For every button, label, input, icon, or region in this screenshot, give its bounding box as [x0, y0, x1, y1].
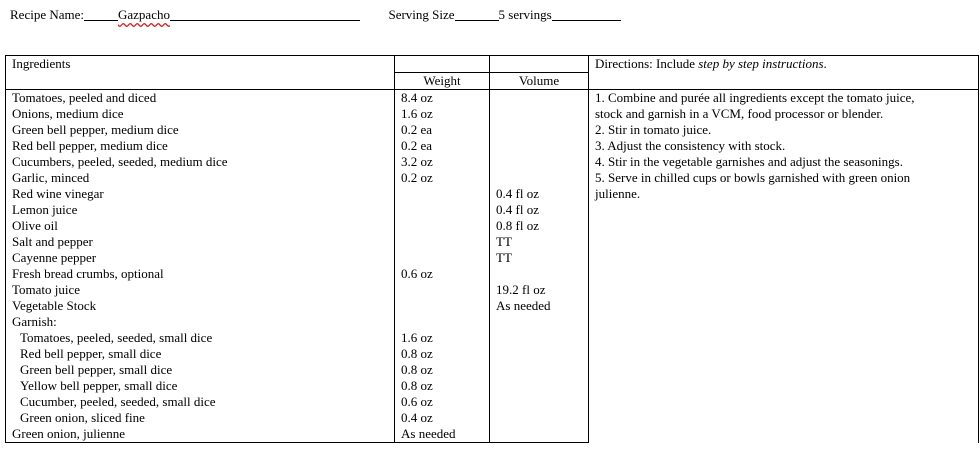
ingredient-volume — [490, 106, 589, 122]
directions-cell — [589, 90, 979, 443]
ingredient-volume — [490, 154, 589, 170]
ingredient-volume — [490, 426, 589, 443]
ingredient-weight — [395, 218, 490, 234]
blank-line — [552, 6, 621, 21]
ingredient-weight — [395, 282, 490, 298]
ingredient-volume: 0.4 fl oz — [490, 186, 589, 202]
ingredient-weight: 0.2 ea — [395, 138, 490, 154]
ingredient-name: Vegetable Stock — [6, 298, 395, 314]
direction-step: 3. Adjust the consistency with stock. — [595, 138, 786, 153]
ingredient-volume — [490, 410, 589, 426]
ingredient-name: Tomato juice — [6, 282, 395, 298]
ingredient-name: Green bell pepper, medium dice — [6, 122, 395, 138]
ingredient-weight: 0.4 oz — [395, 410, 490, 426]
direction-step: stock and garnish in a VCM, food processor or blender. — [595, 106, 884, 121]
ingredient-name: Green onion, sliced fine — [6, 410, 395, 426]
ingredient-name: Garlic, minced — [6, 170, 395, 186]
serving-size-label: Serving Size — [388, 7, 455, 22]
ingredient-name: Red bell pepper, small dice — [6, 346, 395, 362]
ingredient-weight: 0.8 oz — [395, 362, 490, 378]
ingredient-name: Lemon juice — [6, 202, 395, 218]
ingredient-name: Red bell pepper, medium dice — [6, 138, 395, 154]
blank-line — [84, 6, 118, 21]
ingredient-name: Green onion, julienne — [6, 426, 395, 443]
directions-header: Directions: Include step by step instructions. — [589, 56, 979, 73]
ingredient-name: Olive oil — [6, 218, 395, 234]
table-subheader-row — [6, 73, 979, 90]
blank-line — [455, 6, 499, 21]
ingredient-volume: 0.4 fl oz — [490, 202, 589, 218]
recipe-name-value: Gazpacho — [118, 7, 170, 22]
ingredient-name: Fresh bread crumbs, optional — [6, 266, 395, 282]
direction-step: julienne. — [595, 186, 641, 201]
ingredient-name: Cucumbers, peeled, seeded, medium dice — [6, 154, 395, 170]
recipe-header — [10, 4, 621, 24]
ingredient-volume — [490, 378, 589, 394]
weight-header-spacer — [395, 56, 490, 73]
directions-subheader — [589, 73, 979, 90]
ingredient-name: Salt and pepper — [6, 234, 395, 250]
ingredient-weight — [395, 202, 490, 218]
ingredient-weight: 0.2 oz — [395, 170, 490, 186]
recipe-name-label: Recipe Name: — [10, 7, 84, 22]
ingredient-name: Cayenne pepper — [6, 250, 395, 266]
ingredient-weight: 0.6 oz — [395, 266, 490, 282]
ingredient-weight: 0.2 ea — [395, 122, 490, 138]
ingredient-volume: TT — [490, 250, 589, 266]
recipe-table — [5, 55, 979, 443]
serving-size-value: 5 servings — [498, 7, 552, 22]
ingredient-volume — [490, 346, 589, 362]
table-header-row — [6, 56, 979, 73]
ingredients-subheader — [6, 73, 395, 90]
ingredient-weight: 3.2 oz — [395, 154, 490, 170]
direction-step: 5. Serve in chilled cups or bowls garnished with green onion — [595, 170, 911, 185]
ingredient-weight: 1.6 oz — [395, 106, 490, 122]
direction-step: 2. Stir in tomato juice. — [595, 122, 712, 137]
ingredient-volume — [490, 266, 589, 282]
ingredient-name: Tomatoes, peeled and diced — [6, 90, 395, 107]
ingredient-weight: As needed — [395, 426, 490, 443]
ingredient-volume — [490, 394, 589, 410]
ingredient-weight — [395, 186, 490, 202]
ingredient-weight: 8.4 oz — [395, 90, 490, 107]
ingredient-volume: 0.8 fl oz — [490, 218, 589, 234]
ingredient-weight — [395, 314, 490, 330]
weight-header: Weight — [395, 73, 490, 90]
table-row — [6, 90, 979, 107]
ingredient-weight — [395, 298, 490, 314]
ingredient-name: Garnish: — [6, 314, 395, 330]
ingredient-weight: 1.6 oz — [395, 330, 490, 346]
ingredient-name: Onions, medium dice — [6, 106, 395, 122]
ingredient-weight — [395, 234, 490, 250]
ingredient-name: Yellow bell pepper, small dice — [6, 378, 395, 394]
blank-line — [170, 6, 360, 21]
ingredient-name: Red wine vinegar — [6, 186, 395, 202]
ingredient-volume — [490, 90, 589, 107]
ingredient-name: Cucumber, peeled, seeded, small dice — [6, 394, 395, 410]
ingredient-volume — [490, 138, 589, 154]
ingredient-volume: TT — [490, 234, 589, 250]
ingredient-name: Tomatoes, peeled, seeded, small dice — [6, 330, 395, 346]
ingredient-weight: 0.8 oz — [395, 346, 490, 362]
ingredient-volume — [490, 330, 589, 346]
ingredient-volume — [490, 362, 589, 378]
direction-step: 4. Stir in the vegetable garnishes and adjust the seasonings. — [595, 154, 903, 169]
volume-header-spacer — [490, 56, 589, 73]
ingredient-weight: 0.8 oz — [395, 378, 490, 394]
ingredient-volume — [490, 314, 589, 330]
ingredient-volume: 19.2 fl oz — [490, 282, 589, 298]
ingredient-name: Green bell pepper, small dice — [6, 362, 395, 378]
ingredient-volume — [490, 122, 589, 138]
direction-step: 1. Combine and purée all ingredients except the tomato juice, — [595, 90, 915, 105]
ingredients-header: Ingredients — [6, 56, 395, 73]
ingredient-volume — [490, 170, 589, 186]
ingredient-weight: 0.6 oz — [395, 394, 490, 410]
volume-header: Volume — [490, 73, 589, 90]
ingredient-weight — [395, 250, 490, 266]
ingredient-volume: As needed — [490, 298, 589, 314]
